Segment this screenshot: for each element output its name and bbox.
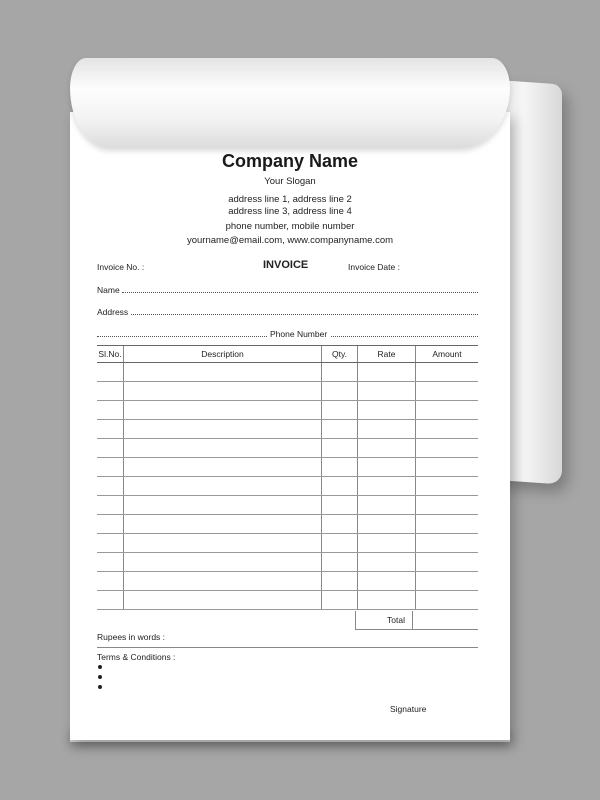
- table-row: [97, 401, 478, 420]
- signature-label: Signature: [390, 704, 427, 714]
- table-cell: [97, 515, 124, 534]
- table-cell: [416, 458, 479, 477]
- table-cell: [416, 382, 479, 401]
- table-cell: [416, 363, 479, 382]
- table-cell: [124, 363, 322, 382]
- table-cell: [97, 534, 124, 553]
- table-cell: [97, 572, 124, 591]
- total-row: [355, 611, 478, 630]
- table-cell: [322, 477, 358, 496]
- invoice-date-label: Invoice Date :: [348, 262, 400, 272]
- table-cell: [358, 515, 416, 534]
- table-cell: [124, 420, 322, 439]
- table-cell: [416, 534, 479, 553]
- table-cell: [124, 591, 322, 610]
- name-line: [122, 292, 478, 293]
- table-cell: [322, 382, 358, 401]
- company-phone: phone number, mobile number: [225, 221, 355, 232]
- table-row: [97, 534, 478, 553]
- address-label: Address: [97, 307, 129, 317]
- table-cell: [97, 382, 124, 401]
- address-line-2: address line 3, address line 4: [228, 206, 352, 217]
- table-cell: [97, 458, 124, 477]
- table-row: [97, 515, 478, 534]
- table-cell: [97, 363, 124, 382]
- table-cell: [322, 363, 358, 382]
- terms-label: Terms & Conditions :: [97, 652, 176, 662]
- table-row: [97, 382, 478, 401]
- table-cell: [97, 477, 124, 496]
- rupees-line: [97, 647, 478, 648]
- table-cell: [124, 553, 322, 572]
- pad-binding: [70, 58, 510, 148]
- table-cell: [124, 572, 322, 591]
- table-cell: [322, 572, 358, 591]
- table-cell: [416, 572, 479, 591]
- table-cell: [358, 496, 416, 515]
- address-line-1: address line 1, address line 2: [228, 194, 352, 205]
- header-rate: Rate: [358, 346, 416, 363]
- table-cell: [97, 591, 124, 610]
- terms-bullet: [98, 665, 102, 669]
- table-cell: [97, 553, 124, 572]
- table-cell: [97, 401, 124, 420]
- table-cell: [322, 534, 358, 553]
- phone-line: [331, 336, 478, 337]
- table-row: [97, 572, 478, 591]
- table-cell: [97, 496, 124, 515]
- table-cell: [124, 477, 322, 496]
- company-name: Company Name: [221, 151, 359, 171]
- table-cell: [124, 515, 322, 534]
- table-cell: [358, 401, 416, 420]
- table-cell: [416, 401, 479, 420]
- table-row: [97, 496, 478, 515]
- terms-bullet: [98, 675, 102, 679]
- table-cell: [322, 420, 358, 439]
- table-row: [97, 553, 478, 572]
- table-cell: [124, 401, 322, 420]
- table-row: [97, 439, 478, 458]
- table-cell: [358, 420, 416, 439]
- table-cell: [124, 439, 322, 458]
- table-cell: [416, 420, 479, 439]
- items-table: [97, 345, 478, 610]
- table-cell: [124, 382, 322, 401]
- table-cell: [358, 458, 416, 477]
- table-cell: [322, 439, 358, 458]
- table-cell: [358, 477, 416, 496]
- table-cell: [97, 420, 124, 439]
- table-cell: [416, 439, 479, 458]
- table-cell: [322, 591, 358, 610]
- table-row: [97, 420, 478, 439]
- header-qty: Qty.: [322, 346, 358, 363]
- header-description: Description: [124, 346, 322, 363]
- table-cell: [416, 553, 479, 572]
- invoice-title: INVOICE: [263, 259, 309, 271]
- address-line-cont: [97, 336, 267, 337]
- company-web: yourname@email.com, www.companyname.com: [186, 235, 394, 246]
- phone-number-label: Phone Number: [270, 329, 328, 339]
- invoice-number-label: Invoice No. :: [97, 262, 145, 272]
- address-line: [131, 314, 478, 315]
- table-row: [97, 363, 478, 382]
- header-slno: Sl.No.: [97, 346, 124, 363]
- table-row: [97, 477, 478, 496]
- table-cell: [124, 534, 322, 553]
- rupees-in-words-label: Rupees in words :: [97, 632, 166, 642]
- table-cell: [358, 382, 416, 401]
- table-cell: [97, 439, 124, 458]
- total-label: Total: [387, 615, 405, 625]
- header-amount: Amount: [416, 346, 479, 363]
- table-cell: [358, 534, 416, 553]
- company-slogan: Your Slogan: [264, 176, 316, 187]
- name-label: Name: [97, 285, 120, 295]
- table-row: [97, 591, 478, 610]
- terms-bullet: [98, 685, 102, 689]
- table-cell: [322, 553, 358, 572]
- table-cell: [416, 477, 479, 496]
- table-cell: [358, 572, 416, 591]
- table-cell: [358, 553, 416, 572]
- table-cell: [322, 401, 358, 420]
- table-cell: [416, 496, 479, 515]
- table-cell: [358, 363, 416, 382]
- table-cell: [358, 439, 416, 458]
- table-cell: [358, 591, 416, 610]
- table-cell: [124, 458, 322, 477]
- table-cell: [124, 496, 322, 515]
- table-cell: [322, 496, 358, 515]
- table-cell: [416, 591, 479, 610]
- table-cell: [416, 515, 479, 534]
- table-cell: [322, 458, 358, 477]
- table-cell: [322, 515, 358, 534]
- table-row: [97, 458, 478, 477]
